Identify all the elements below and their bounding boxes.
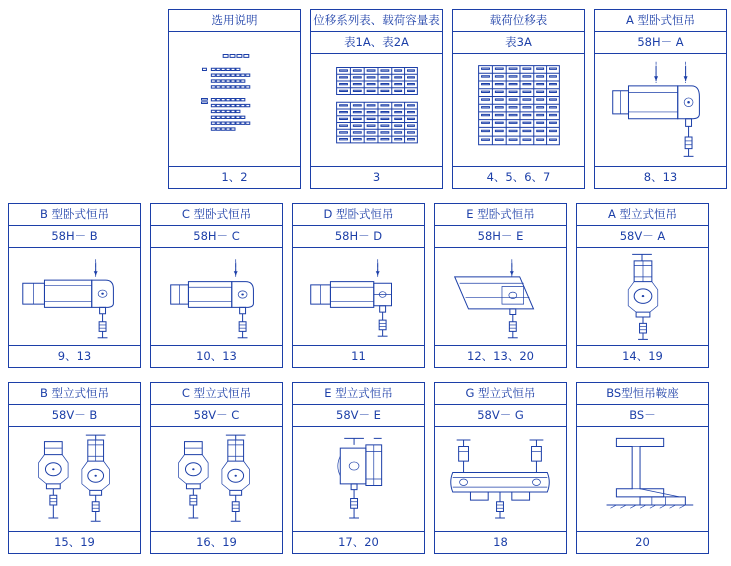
card-displacement-capacity-tables[interactable] — [310, 9, 443, 189]
card-figure-vertical-hanger-c — [151, 427, 282, 531]
card-load-displacement-table[interactable] — [452, 9, 585, 189]
data-tables-tall-icon — [453, 54, 584, 166]
card-subtitle: 58V－ C — [151, 405, 282, 427]
card-figure-horizontal-hanger-d — [293, 248, 424, 345]
card-type-e-horizontal[interactable] — [434, 203, 567, 368]
card-selection-notes[interactable] — [168, 9, 301, 189]
card-figure-horizontal-hanger-c — [151, 248, 282, 345]
card-type-g-vertical[interactable] — [434, 382, 567, 554]
card-figure-vertical-hanger-e — [293, 427, 424, 531]
vertical-hanger-a-icon — [577, 248, 708, 345]
card-figure-i-beam-saddle — [577, 427, 708, 531]
card-footer: 12、13、20 — [435, 345, 566, 367]
horizontal-hanger-b-icon — [9, 248, 140, 345]
card-title: 载荷位移表 — [453, 10, 584, 32]
card-footer: 20 — [577, 531, 708, 553]
card-footer: 10、13 — [151, 345, 282, 367]
card-figure-tables-tall — [453, 54, 584, 166]
chart-row-1 — [0, 0, 731, 189]
card-title: C 型立式恒吊 — [151, 383, 282, 405]
card-subtitle: 58V－ A — [577, 226, 708, 248]
vertical-hanger-g-icon — [435, 427, 566, 531]
card-figure-horizontal-hanger-b — [9, 248, 140, 345]
horizontal-hanger-a-icon — [595, 54, 726, 166]
card-figure-vertical-hanger-g — [435, 427, 566, 531]
card-title: G 型立式恒吊 — [435, 383, 566, 405]
card-title: BS型恒吊鞍座 — [577, 383, 708, 405]
card-footer: 4、5、6、7 — [453, 166, 584, 188]
horizontal-hanger-e-icon — [435, 248, 566, 345]
card-title: B 型卧式恒吊 — [9, 204, 140, 226]
card-subtitle: 表3A — [453, 32, 584, 54]
card-subtitle: BS－ — [577, 405, 708, 427]
card-footer: 18 — [435, 531, 566, 553]
card-subtitle: 58V－ B — [9, 405, 140, 427]
card-type-b-horizontal[interactable] — [8, 203, 141, 368]
card-footer: 11 — [293, 345, 424, 367]
card-type-e-vertical[interactable] — [292, 382, 425, 554]
card-figure-selection-notes — [169, 32, 300, 166]
vertical-hanger-b-icon — [9, 427, 140, 531]
card-type-c-horizontal[interactable] — [150, 203, 283, 368]
card-subtitle: 58V－ G — [435, 405, 566, 427]
card-type-b-vertical[interactable] — [8, 382, 141, 554]
card-footer: 3 — [311, 166, 442, 188]
card-type-a-vertical[interactable] — [576, 203, 709, 368]
card-subtitle: 58V－ E — [293, 405, 424, 427]
bulleted-text-block-icon — [169, 32, 300, 166]
card-bs-saddle[interactable] — [576, 382, 709, 554]
data-tables-icon — [311, 54, 442, 166]
chart-row-3 — [0, 368, 731, 554]
card-figure-tables — [311, 54, 442, 166]
card-title: 选用说明 — [169, 10, 300, 32]
card-title: A 型卧式恒吊 — [595, 10, 726, 32]
horizontal-hanger-d-icon — [293, 248, 424, 345]
card-footer: 9、13 — [9, 345, 140, 367]
card-figure-horizontal-hanger-e — [435, 248, 566, 345]
card-subtitle: 表1A、表2A — [311, 32, 442, 54]
card-type-d-horizontal[interactable] — [292, 203, 425, 368]
card-subtitle: 58H－ D — [293, 226, 424, 248]
card-title: C 型卧式恒吊 — [151, 204, 282, 226]
i-beam-saddle-icon — [577, 427, 708, 531]
vertical-hanger-c-icon — [151, 427, 282, 531]
card-subtitle: 58H－ B — [9, 226, 140, 248]
card-subtitle: 58H－ E — [435, 226, 566, 248]
card-subtitle: 58H－ C — [151, 226, 282, 248]
card-footer: 14、19 — [577, 345, 708, 367]
card-footer: 1、2 — [169, 166, 300, 188]
card-title: A 型立式恒吊 — [577, 204, 708, 226]
card-type-a-horizontal[interactable] — [594, 9, 727, 189]
card-title: 位移系列表、载荷容量表 — [311, 10, 442, 32]
card-title: B 型立式恒吊 — [9, 383, 140, 405]
vertical-hanger-e-icon — [293, 427, 424, 531]
card-footer: 16、19 — [151, 531, 282, 553]
card-figure-horizontal-hanger-a — [595, 54, 726, 166]
card-title: E 型卧式恒吊 — [435, 204, 566, 226]
card-subtitle: 58H－ A — [595, 32, 726, 54]
card-figure-vertical-hanger-a — [577, 248, 708, 345]
card-type-c-vertical[interactable] — [150, 382, 283, 554]
card-figure-vertical-hanger-b — [9, 427, 140, 531]
card-footer: 8、13 — [595, 166, 726, 188]
card-title: E 型立式恒吊 — [293, 383, 424, 405]
card-footer: 15、19 — [9, 531, 140, 553]
card-title: D 型卧式恒吊 — [293, 204, 424, 226]
card-footer: 17、20 — [293, 531, 424, 553]
chart-row-2 — [0, 189, 731, 368]
horizontal-hanger-c-icon — [151, 248, 282, 345]
